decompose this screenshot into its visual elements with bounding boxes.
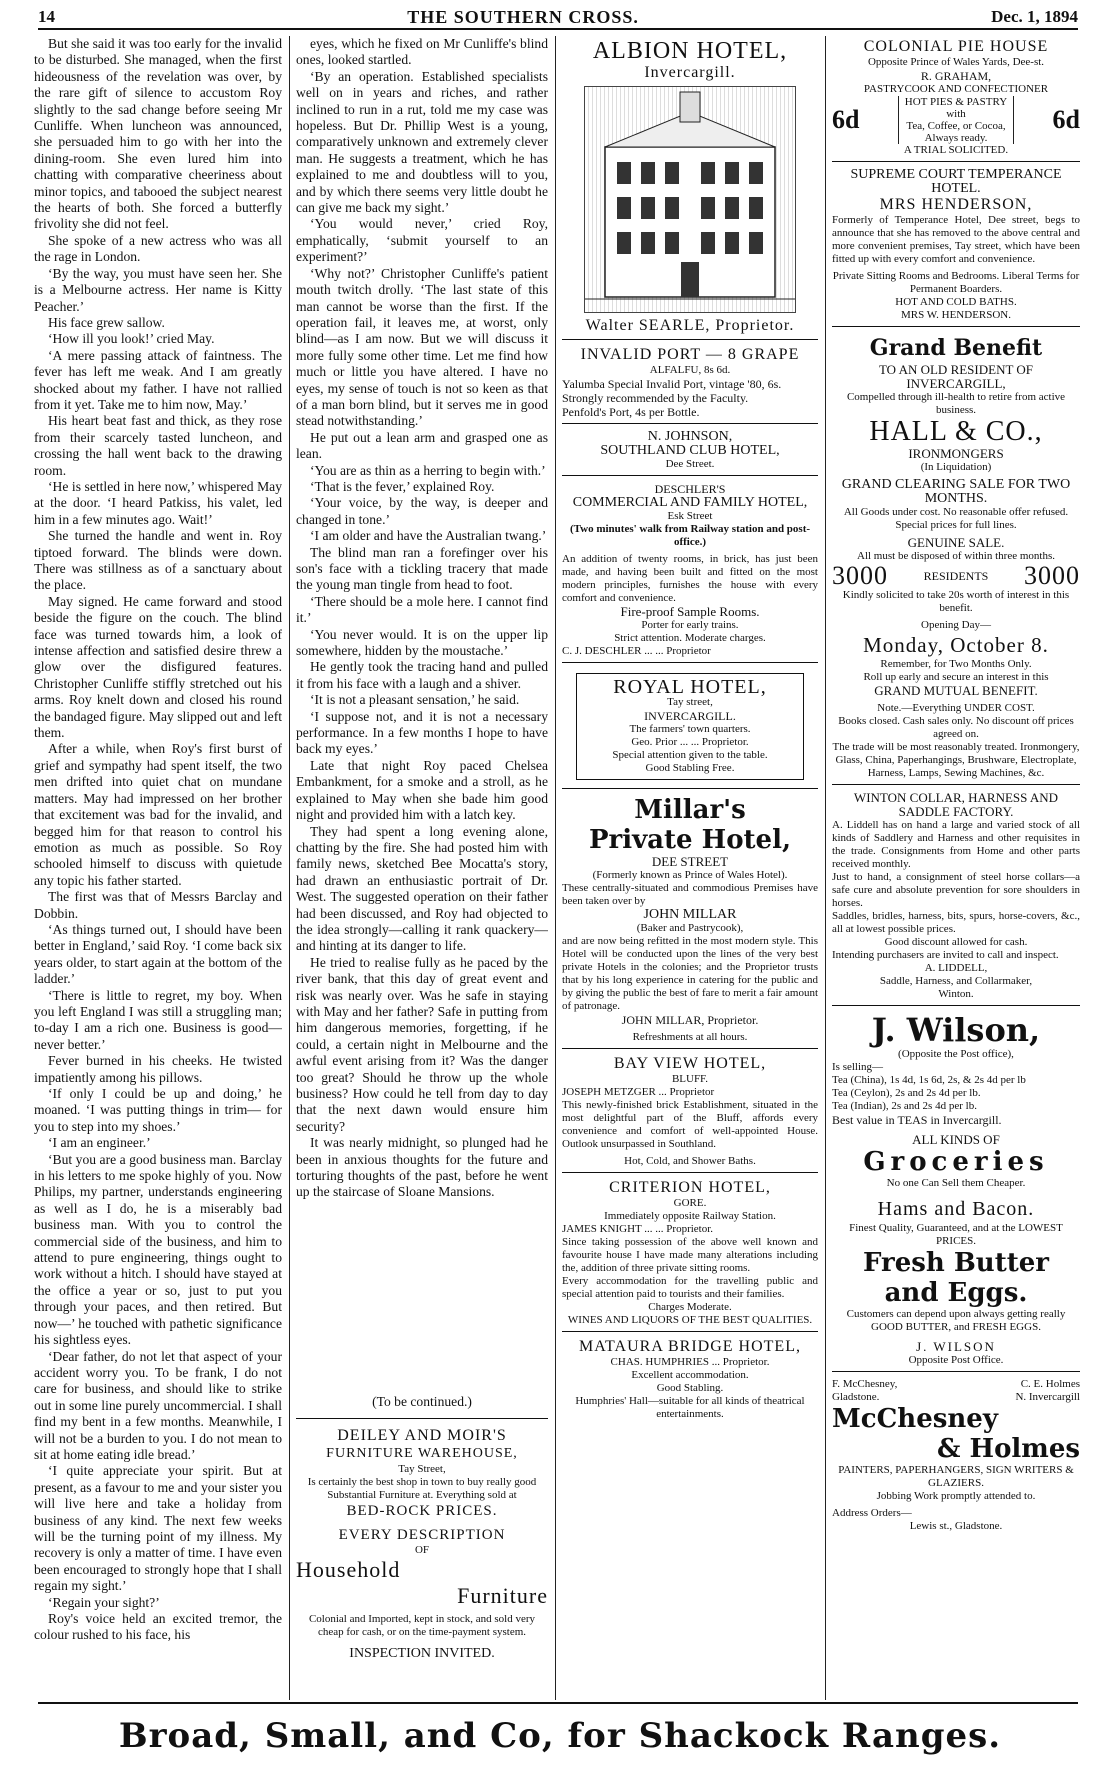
royal-hotel-ad [562,667,818,789]
ad-title: MATAURA BRIDGE HOTEL, [579,1338,801,1355]
ad-body: Is certainly the best shop in town to buy really good Substantial Furniture at. Everything sold at [307,1476,537,1502]
ad-comp: Compelled through ill-health to retire from active business. [846,391,1066,416]
ad-jobbing: Jobbing Work promptly attended to. [876,1490,1036,1502]
paragraph: He put out a lean arm and grasped one as lean. [296,429,548,462]
ad-partner-1: F. McChesney, [832,1378,898,1390]
ad-po: Opposite Post Office. [908,1354,1004,1366]
ad-title: DEILEY AND MOIR'S [337,1427,507,1445]
paragraph: ‘You never would. It is on the upper lip somewhere, hidden by the moustache.’ [296,626,548,659]
ad-body: An addition of twenty rooms, in brick, has just been made, and having been built and fitted on the most modern principles, furnishes the house with every comfort and convenience. [562,553,818,604]
paragraph: It was nearly midnight, so plunged had he been in anxious thoughts for the future and torturing thoughts of the past, before he went up the staircase of Sloane Mansions. [296,1135,548,1200]
ad-quarters: The farmers' town quarters. [629,723,751,735]
ad-wines: WINES AND LIQUORS OF THE BEST QUALITIES. [567,1314,813,1326]
ad-tea: Tea, Coffee, or Cocoa, [906,120,1006,132]
paragraph: He gently took the tracing hand and pulled it from his face with a laugh and a shiver. [296,659,548,691]
paragraph: ‘I quite appreciate your spirit. But at present, as a favour to me and your sister you will live here and take a holiday from business of any kind. The next few weeks will be the turning point of my illness. My recovery is only a matter of time. I have even been encouraged to strongly hope that I shall regain my sight.’ [34,1463,282,1594]
ad-stabling: Good Stabling Free. [645,762,735,774]
ad-discount: Good discount allowed for cash. [884,936,1028,948]
ad-iron: IRONMONGERS [908,446,1004,461]
paragraph: ‘Why not?’ Christopher Cunliffe's patient mouth twitch drolly. ‘The last state of this man cannot be worse than the first. If the operation fail, it leaves me, at worst, only blind—as I am now. But we will discuss it more fully some other time. Let me find how much or little you have altered. I have no eyes, my sense of touch is not so keen as that of a man born blind, but it serves me in good stead notwithstanding.’ [296,265,548,429]
ad-opposite: Opposite Prince of Wales Yards, Dee-st. [867,56,1045,68]
ad-sale: GRAND CLEARING SALE FOR TWO MONTHS. [841,477,1071,506]
ad-address: Address Orders— [832,1507,912,1519]
paragraph: His heart beat fast and thick, as they rose from their scarcely tasted luncheon, and crossing the hall went back to the drawing room. [34,413,282,478]
ad-porter: Porter for early trains. [641,619,739,631]
ad-body: These centrally-situated and commodious Premises have been taken over by [562,882,818,907]
masthead: THE SOUTHERN CROSS. [407,6,639,27]
price-left: 6d [832,105,860,134]
ad-street: Tay Street, [398,1463,446,1476]
ad-body: Since taking possession of the above well known and favourite house I have made many alterations including the, addition of three private sitting rooms. [562,1236,818,1274]
ad-street: Tay street, [667,696,713,708]
ad-tea-2: Tea (Ceylon), 2s and 2s 4d per lb. [832,1087,981,1099]
ad-gmb: GRAND MUTUAL BENEFIT. [874,683,1038,698]
ad-title: ALBION HOTEL, [592,38,788,64]
ad-body: This newly-finished brick Establishment, situated in the most delightful part of the Bluff, affords every convenience and comfort of well-appointed House. Outlook unsurpassed in Southland. [562,1099,818,1150]
ad-subtitle: FURNITURE WAREHOUSE, [326,1446,518,1462]
ad-always: Always ready. [924,132,988,144]
ad-date: Monday, October 8. [863,633,1049,657]
paragraph: Late that night Roy paced Chelsea Embankment, for a smoke and a stroll, as he explained to May when she bade him good night and provided him with a latch key. [296,757,548,823]
ad-opposite: Immediately opposite Railway Station. [604,1210,776,1222]
ad-disp: All must be disposed of within three months. [857,550,1055,562]
invalid-port-ad [562,344,818,424]
ad-accommodation: Every accommodation for the travelling public and special attention paid to tourists and their families. [562,1275,818,1300]
mcchesney-holmes-ad [832,1376,1080,1537]
ad-to: TO AN OLD RESIDENT OF INVERCARGILL, [878,362,1034,391]
ad-title: ROYAL HOTEL, [613,676,767,698]
ad-body: Yalumba Special Invalid Port, vintage '80, 6s. Strongly recommended by the Faculty. [562,377,782,405]
paragraph: ‘How ill you look!’ cried May. [48,331,215,347]
paragraph: ‘I suppose not, and it is not a necessary performance. In a few months I hope to have back my eyes.’ [296,708,548,757]
ad-number: 3000 [832,561,888,590]
paragraph: eyes, which he fixed on Mr Cunliffe's blind ones, looked startled. [296,36,548,68]
ad-title-1: Millar's [634,795,746,825]
ad-proprietor: Geo. Prior ... ... Proprietor. [631,736,749,748]
deiley-moir-ad [296,1419,548,1665]
ad-partner-2: C. E. Holmes [1020,1378,1080,1390]
paragraph: The first was that of Messrs Barclay and Dobbin. [34,889,282,921]
ad-signature: C. J. DESCHLER ... ... Proprietor [562,645,711,657]
southland-club-ad [562,428,818,476]
ad-street: Esk Street [667,510,713,522]
ad-trade: PAINTERS, PAPERHANGERS, SIGN WRITERS & GLAZIERS. [838,1464,1074,1489]
ad-formerly: (Formerly known as Prince of Wales Hotel). [592,869,788,881]
ad-note: (Two minutes' walk from Railway station and post-office.) [569,523,811,548]
ad-proprietor: Walter SEARLE, Proprietor. [585,317,795,334]
ad-charges: Charges Moderate. [648,1301,732,1313]
commercial-hotel-ad [562,480,818,663]
paragraph: He tried to realise fully as he paced by the river bank, that this day of great event and risk was nearly over. Was he safe in staying with May and her father? Safe in putting from him dangerous memories, forgetting, if he could, a certain night in Melbourne and the awful event arising from it? Was the danger too great? Should he throw up the whole business? How could he tell from day to day that the next dawn would ensure him security? [296,954,548,1134]
paragraph: She turned the handle and went in. Roy tiptoed forward. The blinds were down. There was stillness as of a sanctuary about the place. [34,528,282,593]
ad-fresh: Fresh Butter [863,1248,1049,1278]
paragraph: His face grew sallow. [48,314,165,330]
ad-sub: ALFALFU, 8s 6d. [649,364,731,376]
ad-tea-1: Tea (China), 1s 4d, 1s 6d, 2s, & 2s 4d per lb [832,1074,1026,1086]
ad-owner: DESCHLER'S [654,482,726,496]
paragraph: ‘He is settled in here now,’ whispered May at the door. ‘I heard Patkiss, his valet, led him in a few minutes ago. Wait!’ [34,478,282,527]
ad-number: 3000 [1023,561,1080,590]
ad-body2: Penfold's Port, 4s per Bottle. [562,405,700,419]
ad-title-1: McChesney [832,1404,998,1434]
ad-town-1: Gladstone. [832,1391,880,1403]
ad-every: EVERY DESCRIPTION [338,1527,506,1544]
ad-baths: HOT AND COLD BATHS. [895,296,1017,308]
paragraph: ‘That is the fever,’ explained Roy. [310,478,495,494]
supreme-court-hotel-ad [832,166,1080,327]
ad-note: Colonial and Imported, kept in stock, and sold very cheap for cash, or on the time-payment system. [308,1613,536,1639]
ad-roll: Roll up early and secure an interest in this [863,671,1049,683]
ad-best: Best value in TEAS in Invercargill. [832,1113,1002,1127]
ad-trial: A TRIAL SOLICITED. [903,144,1009,156]
ad-genuine: GENUINE SALE. [907,535,1005,550]
ad-refresh: Refreshments at all hours. [632,1031,748,1043]
continued-note: (To be continued.) [372,1394,472,1409]
ad-intend: Intending purchasers are invited to call and inspect. [832,949,1059,961]
paragraph: She spoke of a new actress who was all the rage in London. [34,232,282,265]
ad-attention: Special attention given to the table. [612,749,768,761]
column-rule [289,36,290,1700]
ad-open: Opening Day— [921,619,991,631]
paragraph: ‘Your voice, by the way, is deeper and changed in tone.’ [296,495,548,527]
paragraph: ‘By the way, you must have seen her. She is a Melbourne actress. Her name is Kitty Peacher.’ [34,265,282,314]
footer-banner: Broad, Small, and Co, for Shackock Ranges. [118,1716,1002,1756]
ad-place: Invercargill. [644,64,736,81]
ad-all: ALL KINDS OF [912,1132,1000,1147]
column-rule [825,36,826,1700]
ad-opposite: (Opposite the Post office), [898,1048,1014,1060]
paragraph: ‘By an operation. Established specialists well on in years and riches, and rather inclined to run in a rut, told me my case was hopeless. But Dr. Phillip West is a young, comparatively unknown and extremely clever man. He suggests a treatment, which he has explained to me and doubtless will to you, and by which there seems very little doubt he can give me back my sight.’ [296,68,548,216]
ad-customers: Customers can depend upon always getting really GOOD BUTTER, and FRESH EGGS. [846,1308,1066,1333]
ad-residents: RESIDENTS [923,569,989,583]
ad-selling: Is selling— [832,1061,884,1073]
ad-name: R. GRAHAM, [920,69,992,83]
ad-trade: PASTRYCOOK AND CONFECTIONER [863,83,1049,95]
page-header [38,6,1078,30]
ad-town-2: N. Invercargill [1015,1391,1080,1403]
ad-title-2: Private Hotel, [588,825,792,855]
ad-hams: Hams and Bacon. [877,1198,1035,1220]
ad-proprietor: JOSEPH METZGER ... Proprietor [562,1086,715,1098]
colonial-pie-house-ad [832,36,1080,162]
paragraph: ‘If only I could be up and doing,’ he moaned. ‘I was putting things in trim— for you to step into my shoes.’ [34,1086,282,1134]
paragraph: ‘I am older and have the Australian twang.’ [310,528,547,544]
story-column-2 [296,36,548,1702]
paragraph: ‘A mere passing attack of faintness. The fever has left me weak. And I am greatly shocked about my father. I have not rallied from it yet. Take me to him now, May.’ [34,347,282,412]
ad-baths: Hot, Cold, and Shower Baths. [624,1155,756,1167]
ad-invite: INSPECTION INVITED. [349,1646,495,1662]
ad-proprietor: CHAS. HUMPHRIES ... Proprietor. [610,1356,770,1368]
albion-hotel-ad [562,36,818,340]
ad-body: A. Liddell has on hand a large and varied stock of all kinds of Saddlery and Harness and other requisites in the trade. Consignments from Home and other parts received monthly. [832,819,1080,870]
ad-furniture: Furniture [457,1583,548,1609]
mataura-bridge-hotel-ad [562,1336,818,1425]
paragraph: ‘There is little to regret, my boy. When you left England I was still a struggling man; to-day I am a rich one. Business is good—never better.’ [34,987,282,1052]
ads-column-3 [562,36,818,1702]
ad-title: Grand Benefit [869,335,1043,361]
paragraph: ‘Regain your sight?’ [48,1594,160,1610]
ad-sample: Fire-proof Sample Rooms. [620,604,760,619]
ad-signature: JOHN MILLAR, Proprietor. [621,1013,759,1027]
paragraph: ‘You are as thin as a herring to begin with.’ [310,462,546,478]
paragraph: Fever burned in his cheeks. He twisted impatiently among his pillows. [34,1053,282,1085]
ad-title: WINTON COLLAR, HARNESS AND SADDLE FACTORY. [853,790,1059,819]
paragraph: Roy's voice held an excited tremor, the colour rushed to his face, his [34,1611,282,1643]
ad-note: Note.—Everything UNDER COST. [877,702,1035,714]
ad-name: A. LIDDELL, [924,962,988,974]
ad-mrs: MRS HENDERSON, [879,196,1033,213]
ad-prices: BED-ROCK PRICES. [346,1503,498,1520]
paragraph: ‘It is not a pleasant sensation,’ he said. [310,692,520,708]
ad-accommodation: Excellent accommodation. [631,1369,749,1381]
ad-with: with [946,108,966,120]
ad-rooms: Private Sitting Rooms and Bedrooms. Liberal Terms for Permanent Boarders. [832,270,1080,295]
millars-private-hotel-ad [562,793,818,1049]
ad-books: Books closed. Cash sales only. No discount off prices agreed on. [838,715,1074,740]
story-text [296,36,548,1388]
ad-liq: (In Liquidation) [920,461,992,473]
issue-date: Dec. 1, 1894 [991,7,1078,26]
ad-title: CRITERION HOTEL, [609,1179,771,1196]
ad-kind: Kindly solicited to take 20s worth of interest in this benefit. [842,589,1070,614]
story-column-1 [34,36,282,1702]
column-rule [555,36,556,1700]
ad-trade: (Baker and Pastrycook), [636,922,744,934]
ad-none: No one Can Sell them Cheaper. [886,1177,1026,1189]
criterion-hotel-ad [562,1177,818,1332]
ad-signature: J. WILSON [916,1339,996,1354]
ad-body2: and are now being refitted in the most modern style. This Hotel will be conducted upon the lines of the very best private Hotels in the colonies; and the Proprietor trusts that by his long experience in catering for the public and by giving the public the best of fare to merit a fair amount of patronage. [562,935,818,1012]
ad-title: INVALID PORT — 8 GRAPE [580,346,800,363]
paragraph: ‘Dear father, do not let that aspect of your accident worry you. To be frank, I do not care for business, and should like to strike out in some line purely uncommercial. I shall find my bent in a few months. Meanwhile, I will not be a burden to you. I do not mean to sit at home eating idle bread.’ [34,1348,282,1462]
paragraph: The blind man ran a forefinger over his son's face with a tickling tracery that made the young man tingle from head to foot. [296,544,548,593]
ad-title: SOUTHLAND CLUB HOTEL, [600,443,780,458]
ad-hall: Humphries' Hall—suitable for all kinds of theatrical entertainments. [575,1395,805,1420]
ad-street: Dee Street. [665,458,715,470]
paragraph: They had spent a long evening alone, chatting by the fire. She had posted him with family news, sketched Bee Mocatta's story, had drawn an enthusiastic portrait of Dr. West. The suggested operation on their father had been discussed, and Roy had objected to the idea strongly—calling it rank quackery—and hinting at its danger to life. [296,823,548,954]
ad-trade: The trade will be most reasonably treated. Ironmongery, Glass, China, Paperhangings, Brushware, Electroplate, Harness, Lamps, Sewing Machines, &c. [832,741,1080,779]
ad-town: Winton. [938,988,974,1000]
price-right: 6d [1052,105,1080,134]
paragraph: But she said it was too early for the invalid to be disturbed. She managed, when the first hideousness of the revelation was over, by the rare gift of silence to accustom Roy slightly to the sad change before seeing Mr Cunliffe. When luncheon was announced, she persuaded him to go with her into the dining-room. She even lured him into chatting with comparative cheeriness about minor topics, and tabooed the subject nearest the hearts of both. She forced a butterfly frivolity she did not feel. [34,36,282,232]
ad-strict: Strict attention. Moderate charges. [614,632,766,644]
ad-street: Lewis st., Gladstone. [909,1520,1003,1532]
ad-signature: MRS W. HENDERSON. [900,309,1012,321]
ad-street: DEE STREET [651,854,729,869]
ad-saddles: Saddles, bridles, harness, bits, spurs, horse-covers, &c., all at lowest possible prices. [832,910,1080,935]
paragraph: ‘As things turned out, I should have been better in England,’ said Roy. ‘I come back six years older, to start again at the bottom of the ladder.’ [34,921,282,987]
ad-trade: Saddle, Harness, and Collarmaker, [879,975,1033,987]
ad-title: BAY VIEW HOTEL, [613,1055,767,1072]
ad-groceries: Groceries [863,1147,1049,1177]
paragraph: ‘You would never,’ cried Roy, emphatically, ‘submit yourself to an experiment?’ [296,216,548,265]
ad-goods: All Goods under cost. No reasonable offer refused. Special prices for full lines. [843,506,1069,531]
paragraph: ‘There should be a mole here. I cannot find it.’ [296,593,548,626]
ad-just: Just to hand, a consignment of steel horse collars—a safe cure and absolute prevention for sore shoulders in horses. [832,871,1080,909]
ad-title: COMMERCIAL AND FAMILY HOTEL, [572,495,808,510]
ad-town: INVERCARGILL. [644,709,736,723]
grand-benefit-ad [832,331,1080,785]
ad-town: BLUFF. [671,1073,709,1085]
ads-column-4 [832,36,1080,1702]
paragraph: ‘But you are a good business man. Barclay in his letters to me spoke highly of you. Now Philips, my partner, understands engineering as well as I do, he is a miserably bad business man. With you to control the commercial side of the business, and him to attend to pure engineering, things ought to work without a hitch. I should have stayed at the office a year or so, just to put you through your paces, and then retired. But now—’ he touched with pathetic significance his sightless eyes. [34,1151,282,1348]
ad-of: OF [414,1544,430,1557]
page-number: 14 [38,7,55,26]
ad-town: GORE. [673,1197,707,1209]
ad-title: J. Wilson, [871,1011,1041,1049]
bottom-rule [38,1702,1078,1704]
ad-stabling: Good Stabling. [656,1382,724,1394]
ad-title: SUPREME COURT TEMPERANCE HOTEL. [850,167,1062,196]
ad-proprietor: JAMES KNIGHT ... ... Proprietor. [562,1223,714,1235]
ad-tea-3: Tea (Indian), 2s and 2s 4d per lb. [832,1100,977,1112]
ad-household: Household [296,1557,401,1583]
ad-hall: HALL & CO., [869,416,1043,447]
paragraph: After a while, when Roy's first burst of grief and sympathy had spent itself, the two men drifted into quiet chat on mundane matters. May had impressed on her brother that excitement was bad for the invalid, and begged him for that reason to control his emotion as much as possible. So Roy schooled himself to discuss with quietude any topic his father started. [34,741,282,888]
paragraph: May signed. He came forward and stood beside the figure on the couch. The blind face was turned towards him, a look of intense affection and satisfied desire threw a glow over the disfigured features. Christopher Cunliffe stiffly stretched out his arms. Roy knelt down and closed his round the bandaged figure. May slipped out and left them. [34,593,282,741]
bay-view-hotel-ad [562,1053,818,1173]
paragraph: ‘I am an engineer.’ [48,1135,151,1151]
ad-title: COLONIAL PIE HOUSE [863,38,1049,55]
ad-eggs: and Eggs. [884,1278,1028,1308]
ad-body: Formerly of Temperance Hotel, Dee street, begs to announce that she has removed to the above central and more convenient premises, Tay street, which have been fitted up with every comfort and convenience. [832,214,1080,265]
winton-harness-ad [832,789,1080,1006]
hotel-engraving [584,86,796,313]
ad-rem: Remember, for Two Months Only. [880,658,1032,670]
ad-hot: HOT PIES & PASTRY [904,96,1008,108]
ad-finest: Finest Quality, Guaranteed, and at the LOWEST PRICES. [849,1222,1063,1247]
j-wilson-ad [832,1010,1080,1372]
ad-name: JOHN MILLAR [643,907,737,922]
ad-name: N. JOHNSON, [647,429,733,444]
ad-title-2: & Holmes [937,1434,1080,1464]
